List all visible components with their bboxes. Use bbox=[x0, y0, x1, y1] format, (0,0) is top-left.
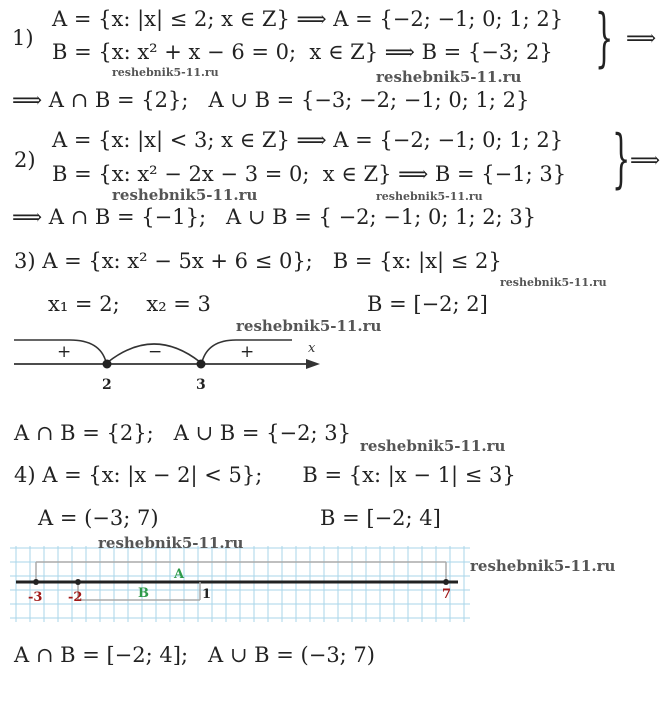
endpoint bbox=[443, 579, 449, 585]
watermark: reshebnik5-11.ru bbox=[470, 557, 616, 575]
interval-grid-chart bbox=[10, 546, 470, 622]
p2-result-line: ⟹ A ∩ B = {−1}; A ∪ B = { −2; −1; 0; 1; 2; 3} bbox=[12, 205, 537, 229]
watermark: reshebnik5-11.ru bbox=[376, 68, 522, 86]
p1-number: 1) bbox=[12, 26, 34, 50]
p4-set-a: A = (−3; 7) bbox=[38, 506, 159, 530]
watermark: reshebnik5-11.ru bbox=[500, 276, 607, 289]
watermark: reshebnik5-11.ru bbox=[112, 186, 258, 204]
sign-label: + bbox=[57, 342, 72, 362]
p3-statement: 3) A = {x: x² − 5x + 6 ≤ 0}; B = {x: |x| ≤ 2} bbox=[14, 249, 502, 273]
p2-set-a-line: A = {x: |x| < 3; x ∈ Z} ⟹ A = {−2; −1; 0; 1; 2} bbox=[52, 128, 564, 152]
p4-result-line: A ∩ B = [−2; 4]; A ∪ B = (−3; 7) bbox=[14, 643, 375, 667]
watermark: reshebnik5-11.ru bbox=[376, 190, 483, 203]
p1-result-line: ⟹ A ∩ B = {2}; A ∪ B = {−3; −2; −1; 0; 1; 2} bbox=[12, 88, 530, 112]
tick-label: 1 bbox=[202, 587, 212, 602]
endpoint bbox=[75, 579, 81, 585]
tick-label: -2 bbox=[68, 590, 83, 605]
p1-right-brace: } bbox=[595, 1, 614, 75]
p1-set-b-line: B = {x: x² + x − 6 = 0; x ∈ Z} ⟹ B = {−3; 2} bbox=[52, 40, 553, 64]
tick-label: 7 bbox=[442, 587, 452, 602]
p2-right-brace: } bbox=[612, 122, 631, 196]
watermark: reshebnik5-11.ru bbox=[236, 317, 382, 335]
watermark: reshebnik5-11.ru bbox=[360, 437, 506, 455]
interval-a-label: A bbox=[174, 567, 185, 582]
root-point bbox=[197, 360, 206, 369]
axis-arrow-icon bbox=[306, 359, 320, 369]
tick-label: -3 bbox=[28, 590, 43, 605]
sign-label: + bbox=[240, 342, 255, 362]
p2-set-b-line: B = {x: x² − 2x − 3 = 0; x ∈ Z} ⟹ B = {−1; 3} bbox=[52, 162, 567, 186]
watermark: reshebnik5-11.ru bbox=[98, 534, 244, 552]
sign-label: − bbox=[148, 342, 163, 362]
watermark: reshebnik5-11.ru bbox=[112, 66, 219, 79]
axis-label: x bbox=[308, 341, 316, 356]
point-label: 3 bbox=[196, 377, 206, 392]
p2-number: 2) bbox=[14, 148, 36, 172]
root-point bbox=[103, 360, 112, 369]
p3-roots: x₁ = 2; x₂ = 3 bbox=[48, 292, 211, 316]
p3-result-line: A ∩ B = {2}; A ∪ B = {−2; 3} bbox=[14, 421, 351, 445]
p4-set-b: B = [−2; 4] bbox=[320, 506, 441, 530]
p4-statement: 4) A = {x: |x − 2| < 5}; B = {x: |x − 1| ≤ 3} bbox=[14, 463, 516, 487]
point-label: 2 bbox=[102, 377, 112, 392]
p2-implies-arrow: ⟹ bbox=[630, 148, 661, 172]
p3-set-b: B = [−2; 2] bbox=[367, 292, 488, 316]
sign-chart bbox=[0, 332, 330, 392]
endpoint bbox=[33, 579, 39, 585]
p1-implies-arrow: ⟹ bbox=[626, 26, 657, 50]
interval-b-label: B bbox=[138, 586, 149, 601]
p1-set-a-line: A = {x: |x| ≤ 2; x ∈ Z} ⟹ A = {−2; −1; 0; 1; 2} bbox=[52, 7, 564, 31]
